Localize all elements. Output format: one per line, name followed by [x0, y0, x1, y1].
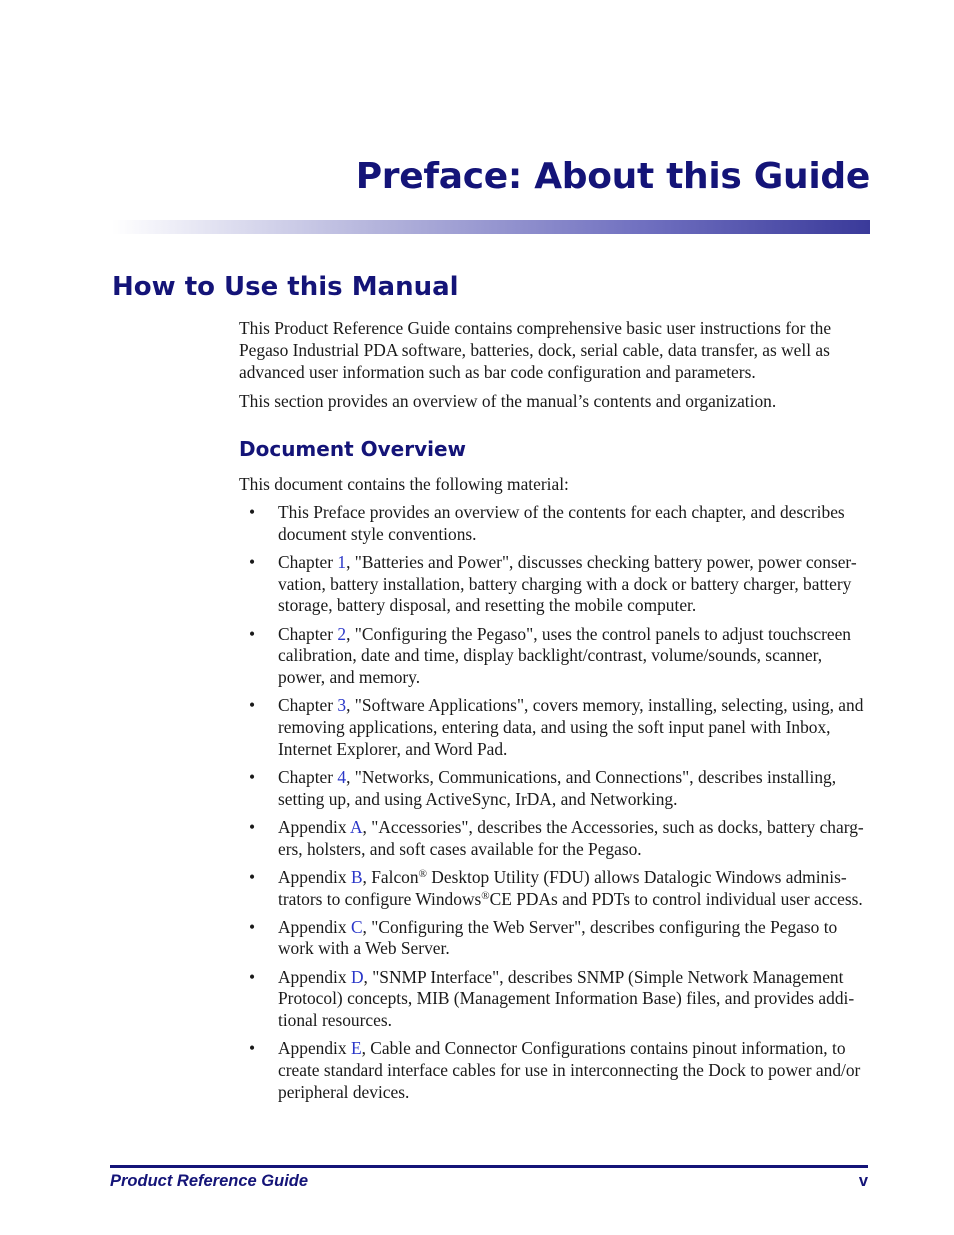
appendix-a-link[interactable]: A	[349, 816, 363, 837]
material-list	[239, 502, 871, 1110]
list-item: • Chapter 3, "Software Applications", covers memory, installing, selecting, using, and removing applications, entering data, and using the soft input panel with Inbox, Internet Explorer, and Word Pad.	[249, 695, 864, 759]
bullet-icon: •	[249, 551, 256, 572]
bullet-icon: •	[249, 966, 256, 987]
list-item: • Chapter 1, "Batteries and Power", discusses checking battery power, power conser-vation, battery installation, battery charging with a dock or battery charger, battery storage, battery disposal, and resetting the mobile computer.	[249, 551, 857, 616]
footer-rule	[110, 1165, 868, 1168]
list-item: • Appendix C, "Configuring the Web Server", describes configuring the Pegaso to work with a Web Server.	[249, 916, 838, 959]
bullet-icon: •	[249, 766, 256, 787]
bullet-icon: •	[249, 623, 256, 644]
chapter-4-link[interactable]: 4	[337, 766, 347, 787]
bullet-icon: •	[249, 916, 256, 937]
page-title: Preface: About this Guide	[355, 156, 870, 197]
section-body	[239, 318, 871, 413]
overview-intro: This document contains the following material:	[239, 474, 569, 494]
chapter-1-link[interactable]: 1	[337, 551, 347, 572]
chapter-2-link[interactable]: 2	[337, 623, 347, 644]
list-item: • This Preface provides an overview of the contents for each chapter, and describes document style conventions.	[249, 502, 845, 544]
bullet-icon: •	[249, 866, 256, 887]
bullet-icon: •	[249, 695, 256, 716]
list-item: • Appendix A, "Accessories", describes the Accessories, such as docks, battery charg-ers, holsters, and soft cases available for the Pegaso.	[249, 816, 864, 859]
footer-title: Product Reference Guide	[110, 1172, 309, 1190]
appendix-c-link[interactable]: C	[350, 916, 363, 937]
list-item: • Appendix E, Cable and Connector Configurations contains pinout information, to create standard interface cables for use in interconnecting the Dock to power and/or peripheral devices.	[249, 1038, 861, 1102]
intro-paragraph: This Product Reference Guide contains comprehensive basic user instructions for the Pegaso Industrial PDA software, batteries, dock, serial cable, data transfer, as well as advanced user information such as bar code configuration and parameters.	[239, 318, 832, 382]
appendix-b-link[interactable]: B	[350, 866, 363, 887]
document-overview-heading: Document Overview	[239, 437, 467, 461]
bullet-icon: •	[249, 502, 256, 522]
page-number: v	[858, 1172, 868, 1190]
list-item: • Chapter 2, "Configuring the Pegaso", uses the control panels to adjust touchscreen calibration, date and time, display backlight/contrast, volume/sounds, scanner, power, and memory.	[249, 623, 852, 688]
appendix-e-link[interactable]: E	[350, 1038, 362, 1059]
registered-mark: ®	[418, 867, 427, 880]
registered-mark: ®	[481, 889, 490, 902]
bullet-icon: •	[249, 816, 256, 837]
list-item: • Appendix D, "SNMP Interface", describes SNMP (Simple Network Management Protocol) concepts, MIB (Management Information Base) files, and provides addi-tional resources.	[249, 966, 855, 1031]
overview-paragraph: This section provides an overview of the manual’s contents and organization.	[239, 391, 777, 412]
section-heading: How to Use this Manual	[112, 272, 459, 302]
title-gradient-bar	[112, 220, 870, 234]
list-item: • Chapter 4, "Networks, Communications, and Connections", describes installing, setting up, and using ActiveSync, IrDA, and Networking.	[249, 766, 837, 809]
list-item: • Appendix B, Falcon® Desktop Utility (FDU) allows Datalogic Windows adminis-trators to configure Windows®CE PDAs and PDTs to control individual user access.	[249, 866, 863, 909]
appendix-d-link[interactable]: D	[350, 966, 364, 987]
bullet-icon: •	[249, 1038, 256, 1059]
chapter-3-link[interactable]: 3	[337, 695, 347, 716]
